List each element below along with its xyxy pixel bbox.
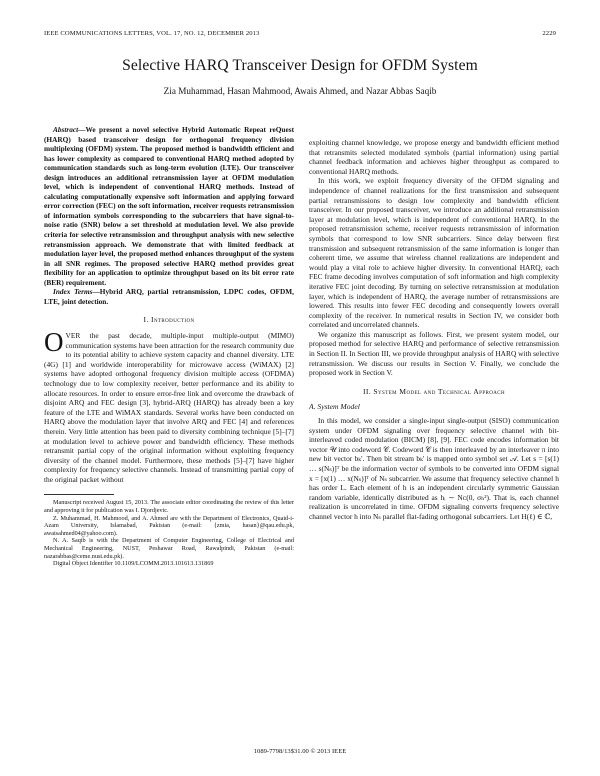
paragraph-continuation: exploiting channel knowledge, we propose energy and bandwidth efficient method that retransmits selected modulated symbols (partial information) using partial channel feedback information and achieves higher throughput as compared to conventional HARQ methods. bbox=[309, 138, 559, 176]
drop-cap: O bbox=[44, 326, 64, 357]
intro-text: VER the past decade, multiple-input multiple-output (MIMO) communication systems have been attraction for the research community due to its potential ability to achieve system capacity and channel diversity. LTE (4G) [1] and worldwide interoperability for microwave access (WiMAX) [2] systems have adopted orthogonal frequency division multiple access (OFDMA) technology due to low complexity receiver, better performance and its ability to allocate resources. In order to ensure error-free link and overcome the drawback of disjoint ARQ and FEC design [3], hybrid-ARQ (HARQ) has already been a key feature of the LTE and WiMAX standards. Several works have been conducted on HARQ above the modulation layer that involve ARQ and FEC [4] and references therein. Very little attention has been paid to diversity combining technique [5]–[7] at modulation level to achieve power and bandwidth efficiency. These methods retransmit partial copy of the original information without exploiting frequency diversity of the channel model. Furthermore, these methods [5]–[7] have higher complexity for frequency selective channels. Instead of transmitting partial copy of the original packet without bbox=[44, 330, 294, 484]
footnote-affiliation-2: N. A. Saqib is with the Department of Computer Engineering, College of Electrical and Mechanical Engineering, NUST, Peshawar Road, Rawalpindi, Pakistan (e-mail: nazarabbas@ceme.nust.edu.pk). bbox=[44, 537, 294, 560]
index-terms bbox=[44, 287, 294, 306]
paper-title: Selective HARQ Transceiver Design for OFDM System bbox=[122, 57, 478, 74]
author-list: Zia Muhammad, Hasan Mahmood, Awais Ahmed, and Nazar Abbas Saqib bbox=[163, 86, 437, 96]
left-column bbox=[44, 125, 294, 568]
index-terms-text: —Hybrid ARQ, partial retransmission, LDPC codes, OFDM, LTE, joint detection. bbox=[44, 287, 294, 306]
copyright-line: 1089-7798/13$31.00 © 2013 IEEE bbox=[253, 748, 347, 755]
abstract-text: —We present a novel selective Hybrid Automatic Repeat reQuest (HARQ) based transceiver design for orthogonal frequency division multiplexing (OFDM) system. The proposed method is bandwidth efficient and has lower complexity as compared to conventional HARQ method adopted by communication standards such as long-term evolution (LTE). Our transceiver design introduces an additional retransmission layer at OFDM modulation level, which is independent of conventional HARQ methods. Instead of calculating computationally expensive soft information and applying forward error correction (FEC) on the soft information, receiver requests retransmission of information symbols corresponding to the subcarriers that have signal-to-noise ratio (SNR) below a set threshold at modulation level. We also provide criteria for selective retransmission and throughput analysis with new selective retransmission approach. We demonstrate that with limited feedback at modulation layer level, the proposed method enhances throughput of the system in all SNR regimes. The proposed selective HARQ method provides great flexibility for an application to optimize throughput based on its bit error rate (BER) requirement. bbox=[44, 125, 294, 287]
footnote-doi: Digital Object Identifier 10.1109/LCOMM.2013.101613.131869 bbox=[53, 560, 214, 568]
footnote-rule bbox=[44, 494, 114, 495]
paragraph-this-work: In this work, we exploit frequency diversity of the OFDM signaling and independence of channel realizations for the first transmission and subsequent partial retransmissions to design low complexity and bandwidth efficient transceiver. In our proposed transceiver, we introduce an additional retransmission layer at modulation level, which is independent of conventional HARQ. In the proposed retransmission scheme, receiver requests retransmission of information symbols that correspond to low SNR subcarriers. Since delay between first transmission and subsequent retransmission of the same information is longer than coherent time, we assume that wireless channel realizations are independent and would play a vital role to achieve higher diversity. In conventional HARQ, each FEC frame decoding involves computation of soft information and high complexity iterative FEC joint decoding. By turning on selective retransmission at modulation layer, which is independent of HARQ, the average number of retransmissions are lowered. This results into fewer FEC decoding and consequently lowers overall complexity of the receiver. In numerical results in Section IV, we consider both correlated and uncorrelated channels. bbox=[309, 176, 559, 330]
subsection-heading-system-model: A. System Model bbox=[309, 402, 360, 412]
page-number: 2229 bbox=[542, 30, 556, 37]
footnote-affiliation-1: Z. Muhammad, H. Mahmood, and A. Ahmed are with the Department of Electronics, Quaid-i-Azam University, Islamabad, Pakistan (e-mail: {zmia, hasan}@qau.edu.pk, awaisahmed04@yahoo.com). bbox=[44, 514, 294, 537]
abstract bbox=[44, 125, 294, 287]
paragraph-organization: We organize this manuscript as follows. First, we present system model, our proposed method for selective HARQ and performance of selective retransmission in Section II. In Section III, we provide throughput analysis of HARQ with selective retransmission. We discuss our results in Section V. Finally, we conclude the proposed work in Section V. bbox=[309, 329, 559, 378]
index-terms-label: Index Terms bbox=[53, 287, 93, 297]
section-heading-system-model: II. System Model and Technical Approach bbox=[362, 386, 506, 396]
abstract-label: Abstract bbox=[53, 125, 79, 134]
paragraph-system-model: In this model, we consider a single-input single-output (SISO) communication system under OFDM signaling over frequency selective channel with bit-interleaved coded modulation (BICM) [8], [9]. FEC code encodes information bit vector 𝒰 into codeword 𝒞. Codeword 𝒞 is then interleaved by an interleaver π into new bit vector bₖ′. Then bit stream bₖ′ is mapped onto symbol set 𝒜. Let s = [s(1) … s(Nₛ)]ᵀ be the information vector of symbols to be converted into OFDM signal x = [x(1) … x(Nₛ)]ᵀ of Nₛ subcarrier. We assume that frequency selective channel h has order L. Each element of h is an independent circularly symmetric Gaussian random variable, identically distributed as hᵢ ∼ Nᴄ(0, σₕ²). That is, each channel realization is uncorrelated in time. OFDM signaling converts frequency selective channel vector h into Nₛ parallel flat-fading orthogonal subcarriers. Let H(ℓ) ∈ ℂ, bbox=[309, 416, 559, 521]
section-heading-introduction: I. Introduction bbox=[143, 315, 195, 325]
page-header bbox=[44, 30, 556, 42]
right-column bbox=[309, 138, 559, 522]
journal-name: IEEE COMMUNICATIONS LETTERS, VOL. 17, NO. 12, DECEMBER 2013 bbox=[44, 30, 260, 37]
intro-paragraph bbox=[44, 326, 294, 485]
footnote-received: Manuscript received August 15, 2013. The associate editor coordinating the review of this letter and approving it for publication was I. Djordjevic. bbox=[44, 499, 294, 515]
